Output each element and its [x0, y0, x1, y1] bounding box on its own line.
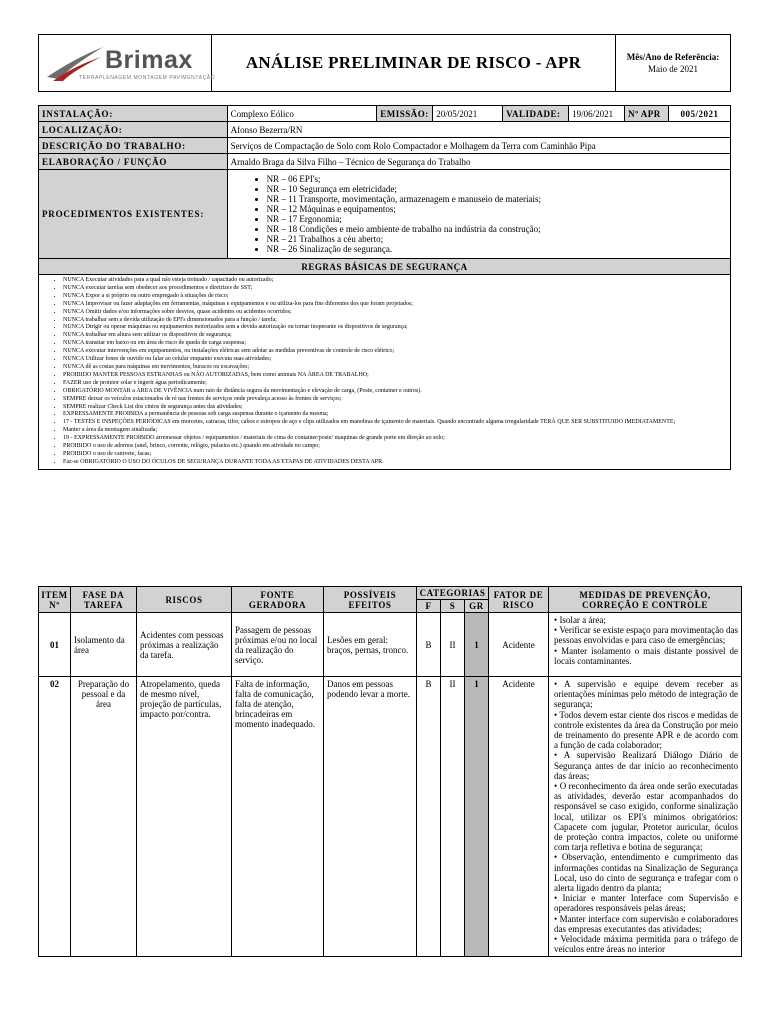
list-item: • NR – 18 Condições e meio ambiente de trabalho na indústria da construção; — [267, 224, 727, 234]
list-item: • NUNCA dê as costas para máquinas em movimentos, buracos ou escavações; — [63, 364, 730, 372]
logo-cell — [39, 35, 216, 92]
list-item: • PROIBIDO o uso de canivete, facas; — [63, 451, 730, 459]
row-medidas — [549, 613, 742, 677]
col-header-riscos: RISCOS — [137, 587, 232, 613]
col-header-fator: FATOR DE RISCO — [489, 587, 549, 613]
list-item: • Manter a área da montagem sinalizada; — [63, 427, 730, 435]
list-item: • Manter interface com supervisão e colaboradores das empresas executantes das atividades; — [554, 914, 738, 934]
col-header-fonte: FONTE GERADORA — [232, 587, 324, 613]
col-header-item: ITEM Nº — [39, 587, 71, 613]
row-riscos: Atropelamento, queda de mesmo nível, projeção de partículas, impacto por/contra. — [137, 677, 232, 957]
list-item: • Isolar a área; — [554, 615, 738, 625]
list-item: • NUNCA Executar atividades para a qual não esteja treinado / capacitado ou autorizado; — [63, 277, 730, 285]
risk-table — [38, 586, 742, 957]
list-item: • NUNCA executar tarefas sem obedecer aos procedimentos e diretrizes de SST; — [63, 285, 730, 293]
list-item: • 17 - TESTES E INSPEÇÕES PERIÓDICAS em morcetes, catracas, tifor, cabos e estropos de aço e clips utilizados em manobras de içamento de materiais. Quando encontrado alguma irregularidade TERÁ QUE SER SUBSTITUIDO IMEDIATAMENTE; — [63, 419, 730, 427]
list-item: • PROIBIDO o uso de adornos (anel, brinco, corrente, relógio, pulseira etc.) quando em atividade no campo; — [63, 443, 730, 451]
col-header-s: S — [441, 600, 465, 613]
row-gr: 1 — [465, 613, 489, 677]
list-item: • PROIBIDO MANTER PESSOAS ESTRANHAS ou NÃO AUTORIZADAS, bem como animais NA ÁREA DE TRABALHO; — [63, 372, 730, 380]
emissao-value: 20/05/2021 — [433, 106, 503, 122]
emissao-label: EMISSÃO: — [377, 106, 433, 122]
col-header-gr: GR — [465, 600, 489, 613]
row-fator: Acidente — [489, 677, 549, 957]
list-item: • Faz-se OBRIGATÓRIO O USO DO ÓCULOS DE SEGURANÇA DURANTE TODA AS ETAPAS DE ATIVIDADES DESTA APR. — [63, 459, 730, 467]
list-item: • NR – 17 Ergonomia; — [267, 214, 727, 224]
document-header — [38, 34, 731, 92]
descricao-value: Serviços de Compactação de Solo com Rolo Compactador e Molhagem da Terra com Caminhão Pipa — [227, 138, 730, 154]
elaboracao-label: ELABORAÇÃO / FUNÇÃO — [39, 154, 228, 170]
row-fase: Preparação do pessoal e da área — [71, 677, 137, 957]
list-item: • NUNCA Expor a si próprio ou outro empregado à situações de risco; — [63, 293, 730, 301]
col-header-f: F — [417, 600, 441, 613]
row-f: B — [417, 677, 441, 957]
list-item: • SEMPRE deixar os veículos estacionados de ré nas frentes de serviços onde prevaleça acesso às frentes de serviços; — [63, 396, 730, 404]
apr-label: Nº APR — [625, 106, 669, 122]
measures-list — [552, 615, 738, 666]
localizacao-value: Afonso Bezerra/RN — [227, 122, 730, 138]
list-item: • 19 - EXPRESSAMENTE PROIBIDO arremessar objetos / equipamentos / materiais de cima do container/poste/ maquinas de grande porte em direção ao solo; — [63, 435, 730, 443]
row-fonte: Passagem de pessoas próximas e/ou no local da realização do serviço. — [232, 613, 324, 677]
info-table — [38, 105, 731, 470]
row-riscos: Acidentes com pessoas próximas a realização da tarefa. — [137, 613, 232, 677]
instalacao-value: Complexo Eólico — [227, 106, 377, 122]
row-item: 02 — [39, 677, 71, 957]
list-item: • Verificar se existe espaço para movimentação das pessoas envolvidas e para caso de emergências; — [554, 625, 738, 645]
col-header-efeitos: POSSÍVEIS EFEITOS — [324, 587, 417, 613]
procedimentos-list — [231, 174, 727, 254]
procedimentos-cell — [227, 170, 730, 259]
document-title: ANÁLISE PRELIMINAR DE RISCO - APR — [212, 35, 616, 92]
measures-list — [552, 679, 738, 954]
list-item: • NR – 12 Máquinas e equipamentos; — [267, 204, 727, 214]
list-item: • NUNCA Utilizar fones de ouvido ou falar ao celular enquanto executa suas atividades; — [63, 356, 730, 364]
descricao-label: DESCRIÇÃO DO TRABALHO: — [39, 138, 228, 154]
rules-title: REGRAS BÁSICAS DE SEGURANÇA — [39, 259, 731, 275]
list-item: • Velocidade máxima permitida para o tráfego de veículos entre áreas no interior — [554, 934, 738, 954]
list-item: • NR – 06 EPI's; — [267, 174, 727, 184]
row-fase: Isolamento da área — [71, 613, 137, 677]
table-row — [39, 677, 742, 957]
list-item: • Observação, entendimento e cumprimento das informações contidas na Sinalização de Segurança Local, uso do cinto de segurança e trafegar com o alerta ligado dentro da planta; — [554, 852, 738, 893]
list-item: • NR – 21 Trabalhos a céu aberto; — [267, 234, 727, 244]
list-item: • SEMPRE realizar Check List dos cintos de segurança antes das atividades; — [63, 404, 730, 412]
apr-value: 005/2021 — [669, 106, 731, 122]
list-item: • NR – 10 Segurança em eletricidade; — [267, 184, 727, 194]
list-item: • NUNCA trabalhar em altura sem utilizar os dispositivos de segurança; — [63, 332, 730, 340]
row-efeitos: Lesões em geral: braços, pernas, tronco. — [324, 613, 417, 677]
list-item: • Manter isolamento o mais distante possível de locais contaminantes. — [554, 646, 738, 666]
list-item: • EXPRESSAMENTE PROIBIDA a permanência de pessoas sob carga suspensa durante o içamento da mesma; — [63, 411, 730, 419]
list-item: • Iniciar e manter Interface com Supervisão e operadores responsáveis pelas áreas; — [554, 893, 738, 913]
list-item: • Todos devem estar ciente dos riscos e medidas de controle existentes da área da Construção por meio de treinamento do presente APR e de acordo com a função de cada colaborador; — [554, 710, 738, 751]
validade-label: VALIDADE: — [503, 106, 569, 122]
list-item: • NUNCA executar intervenções em equipamentos, ou instalações elétricas sem adotar as medidas preventivas de controle de risco elétrico; — [63, 348, 730, 356]
validade-value: 19/06/2021 — [569, 106, 625, 122]
reference-value: Maio de 2021 — [648, 64, 698, 74]
list-item: • A supervisão e equipe devem receber as orientações mínimas pelo método de integração de segurança; — [554, 679, 738, 710]
list-item: • NR – 11 Transporte, movimentação, armazenagem e manuseio de materiais; — [267, 194, 727, 204]
row-medidas — [549, 677, 742, 957]
table-row — [39, 613, 742, 677]
row-efeitos: Danos em pessoas podendo levar a morte. — [324, 677, 417, 957]
row-f: B — [417, 613, 441, 677]
list-item: • NUNCA Improvisar ou fazer adaptações em ferramentas, máquinas e equipamentos e ou utiliza-los para fins diferentes dos que foram projetados; — [63, 301, 730, 309]
col-header-categorias: CATEGORIAS — [417, 587, 489, 600]
list-item: • NUNCA transitar em baixo ou em área de risco de queda de carga suspensa; — [63, 340, 730, 348]
row-gr: 1 — [465, 677, 489, 957]
localizacao-label: LOCALIZAÇÃO: — [39, 122, 228, 138]
procedimentos-label: PROCEDIMENTOS EXISTENTES: — [39, 170, 228, 259]
row-fator: Acidente — [489, 613, 549, 677]
list-item: • NUNCA trabalhar sem a devida utilização de EPI's dimensionados para a função / tarefa; — [63, 317, 730, 325]
list-item: • NUNCA Omitir dados e/ou informações sobre desvios, quase acidentes ou acidentes ocorridos; — [63, 309, 730, 317]
brand-name: Brimax — [105, 46, 193, 74]
row-s: II — [441, 677, 465, 957]
rules-cell — [39, 275, 731, 470]
list-item: • FAZER uso de protetor solar e ingerir água periodicamente; — [63, 380, 730, 388]
list-item: • NUNCA Dirigir ou operar máquinas ou equipamentos motorizados sem a devida autorização ou tornar inoperante os dispositivos de segurança; — [63, 324, 730, 332]
list-item: • NR – 26 Sinalização de segurança. — [267, 244, 727, 254]
instalacao-label: INSTALAÇÃO: — [39, 106, 228, 122]
brand-tagline: TERRAPLENAGEM MONTAGEM PAVIMENTAÇÃO — [79, 75, 216, 81]
col-header-fase: FASE DA TAREFA — [71, 587, 137, 613]
row-fonte: Falta de informação, falta de comunicação, falta de atenção, brincadeiras em momento inadequado. — [232, 677, 324, 957]
reference-cell — [616, 35, 731, 92]
reference-label: Mês/Ano de Referência: — [626, 52, 720, 62]
list-item: • OBRIGATÓRIO MONTAR a ÁREA DE VIVÊNCIA num raio de distância segura da movimentação e elevação de carga, (Poste, container e outros). — [63, 388, 730, 396]
elaboracao-value: Arnaldo Braga da Silva Filho – Técnico de Segurança do Trabalho — [227, 154, 730, 170]
rules-list — [39, 275, 730, 469]
row-s: II — [441, 613, 465, 677]
list-item: • O reconhecimento da área onde serão executadas as atividades, deverão estar acompanhados do responsável se caso exigido, conforme sinalização local, utilizar os EPI's mínimos obrigatórios: Capacete com jugular, Protetor auricular, óculos de proteção contra impactos, colete ou uniforme com tarja refletiva e botina de segurança; — [554, 781, 738, 852]
row-item: 01 — [39, 613, 71, 677]
brimax-logo — [39, 35, 216, 91]
list-item: • A supervisão Realizará Diálogo Diário de Segurança antes de dar início ao reconhecimento das áreas; — [554, 750, 738, 781]
col-header-medidas: MEDIDAS DE PREVENÇÃO, CORREÇÃO E CONTROLE — [549, 587, 742, 613]
